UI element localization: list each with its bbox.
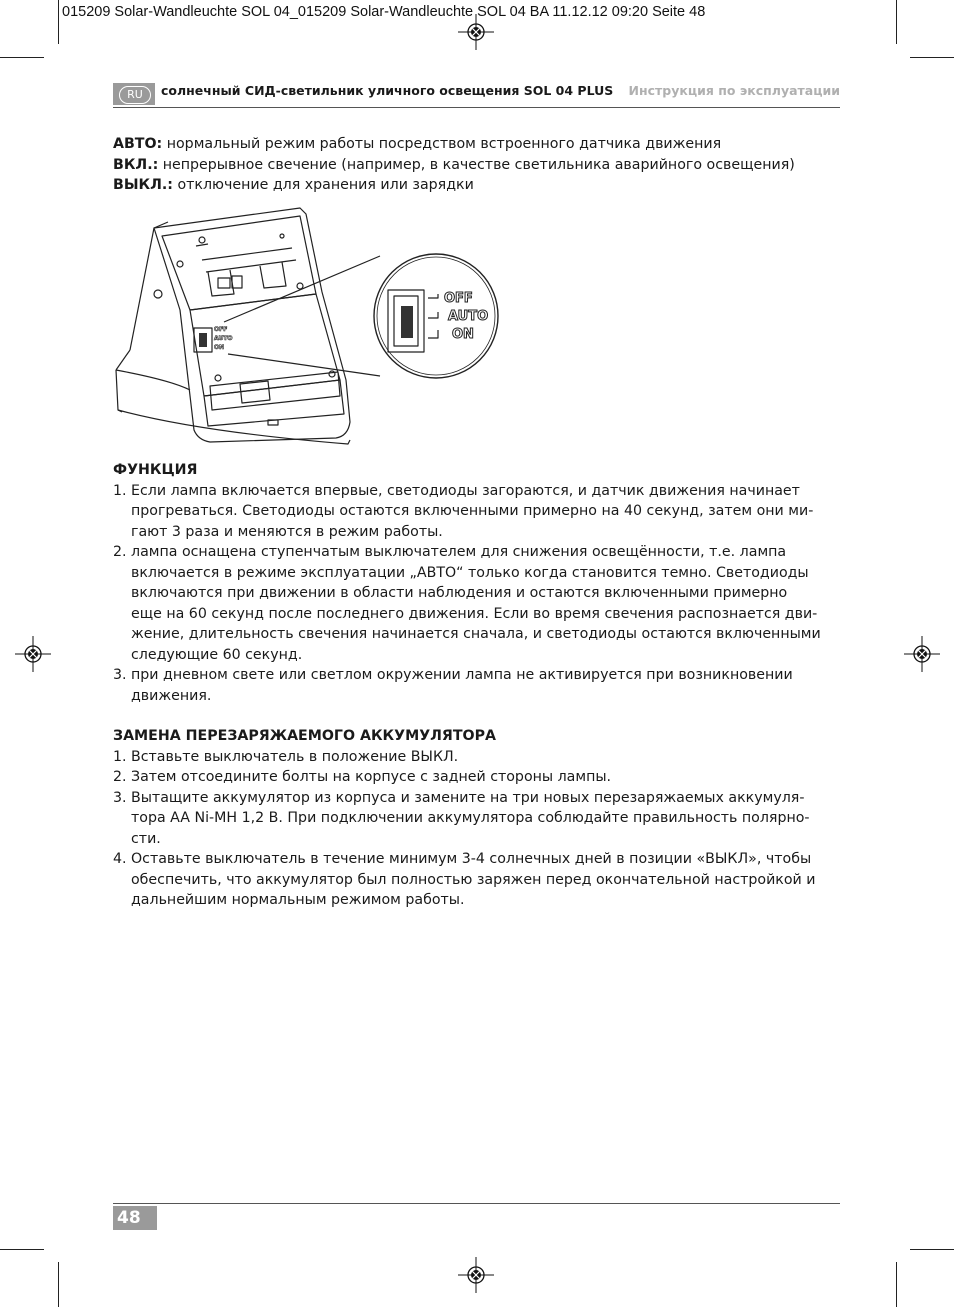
battery-section	[113, 726, 843, 911]
registration-mark-icon	[458, 14, 494, 50]
function-section	[113, 460, 843, 706]
crop-mark	[910, 1249, 954, 1250]
list-item: 2. лампа оснащена ступенчатым выключателем для снижения освещённости, т.е. лампа включается в режиме эксплуатации „АВТО“ только когда становится темно. Светодиоды включаются при движении в области наблюдения и остаются включенными примерно еще на 60 секунд после последнего движения. Если во время свечения распознается дви- жение, длительность свечения начинается сначала, и светодиоды остаются включенными следующие 60 секунд.	[113, 544, 821, 663]
switch-label-auto-small: AUTO	[214, 335, 233, 342]
registration-mark-icon	[15, 636, 51, 672]
crop-mark	[58, 1262, 59, 1307]
section-title: ФУНКЦИЯ	[113, 462, 198, 478]
list-item: 3. при дневном свете или светлом окружении лампа не активируется при возникновении движения.	[113, 667, 793, 704]
header-rule	[113, 107, 840, 108]
mode-off: ВЫКЛ.: отключение для хранения или зарядки	[113, 177, 474, 193]
crop-mark	[896, 1262, 897, 1307]
crop-mark	[896, 0, 897, 44]
footer-rule	[113, 1203, 840, 1204]
battery-list	[113, 747, 843, 911]
crop-mark	[910, 57, 954, 58]
crop-mark	[58, 0, 59, 44]
header-subtitle: Инструкция по эксплуатации	[628, 83, 840, 98]
registration-mark-icon	[904, 636, 940, 672]
running-header	[113, 82, 840, 108]
lamp-switch-illustration	[110, 200, 510, 450]
list-item: 3. Вытащите аккумулятор из корпуса и замените на три новых перезаряжаемых аккумуля- тора AA Ni-MH 1,2 В. При подключении аккумулятора соблюдайте правильность полярно- сти.	[113, 789, 810, 847]
switch-label-on-small: ON	[214, 344, 225, 351]
list-item: 4. Оставьте выключатель в течение минимум 3-4 солнечных дней в позиции «ВЫКЛ», чтобы обеспечить, что аккумулятор был полностью заряжен перед окончательной настройкой и дальнейшим нормальным режимом работы.	[113, 851, 816, 908]
mode-auto: АВТО: нормальный режим работы посредством встроенного датчика движения	[113, 136, 722, 152]
mode-on: ВКЛ.: непрерывное свечение (например, в качестве светильника аварийного освещения)	[113, 156, 795, 173]
language-badge: RU	[113, 83, 155, 105]
list-item: 2. Затем отсоедините болты на корпусе с задней стороны лампы.	[113, 769, 612, 785]
header-title: солнечный СИД-светильник уличного освещения SOL 04 PLUS	[161, 83, 614, 98]
print-slug-line: 015209 Solar-Wandleuchte SOL 04_015209 Solar-Wandleuchte SOL 04 BA 11.12.12 09:20 Seite 48	[62, 4, 706, 20]
switch-label-auto: AUTO	[448, 309, 489, 324]
switch-label-on: ON	[452, 327, 474, 342]
page-number: 48	[113, 1206, 157, 1230]
switch-label-off: OFF	[444, 291, 473, 306]
list-item: 1. Если лампа включается впервые, светодиоды загораются, и датчик движения начинает прогреваться. Светодиоды остаются включенными примерно на 40 секунд, затем они ми- гают 3 раза и меняются в режим работы.	[113, 482, 814, 540]
mode-descriptions	[113, 134, 853, 196]
switch-label-off-small: OFF	[214, 326, 228, 333]
list-item: 1. Вставьте выключатель в положение ВЫКЛ.	[113, 748, 459, 765]
crop-mark	[0, 1249, 44, 1250]
section-title: ЗАМЕНА ПЕРЕЗАРЯЖАЕМОГО АККУМУЛЯТОРА	[113, 728, 496, 744]
crop-mark	[0, 57, 44, 58]
function-list	[113, 481, 843, 707]
registration-mark-icon	[458, 1257, 494, 1293]
